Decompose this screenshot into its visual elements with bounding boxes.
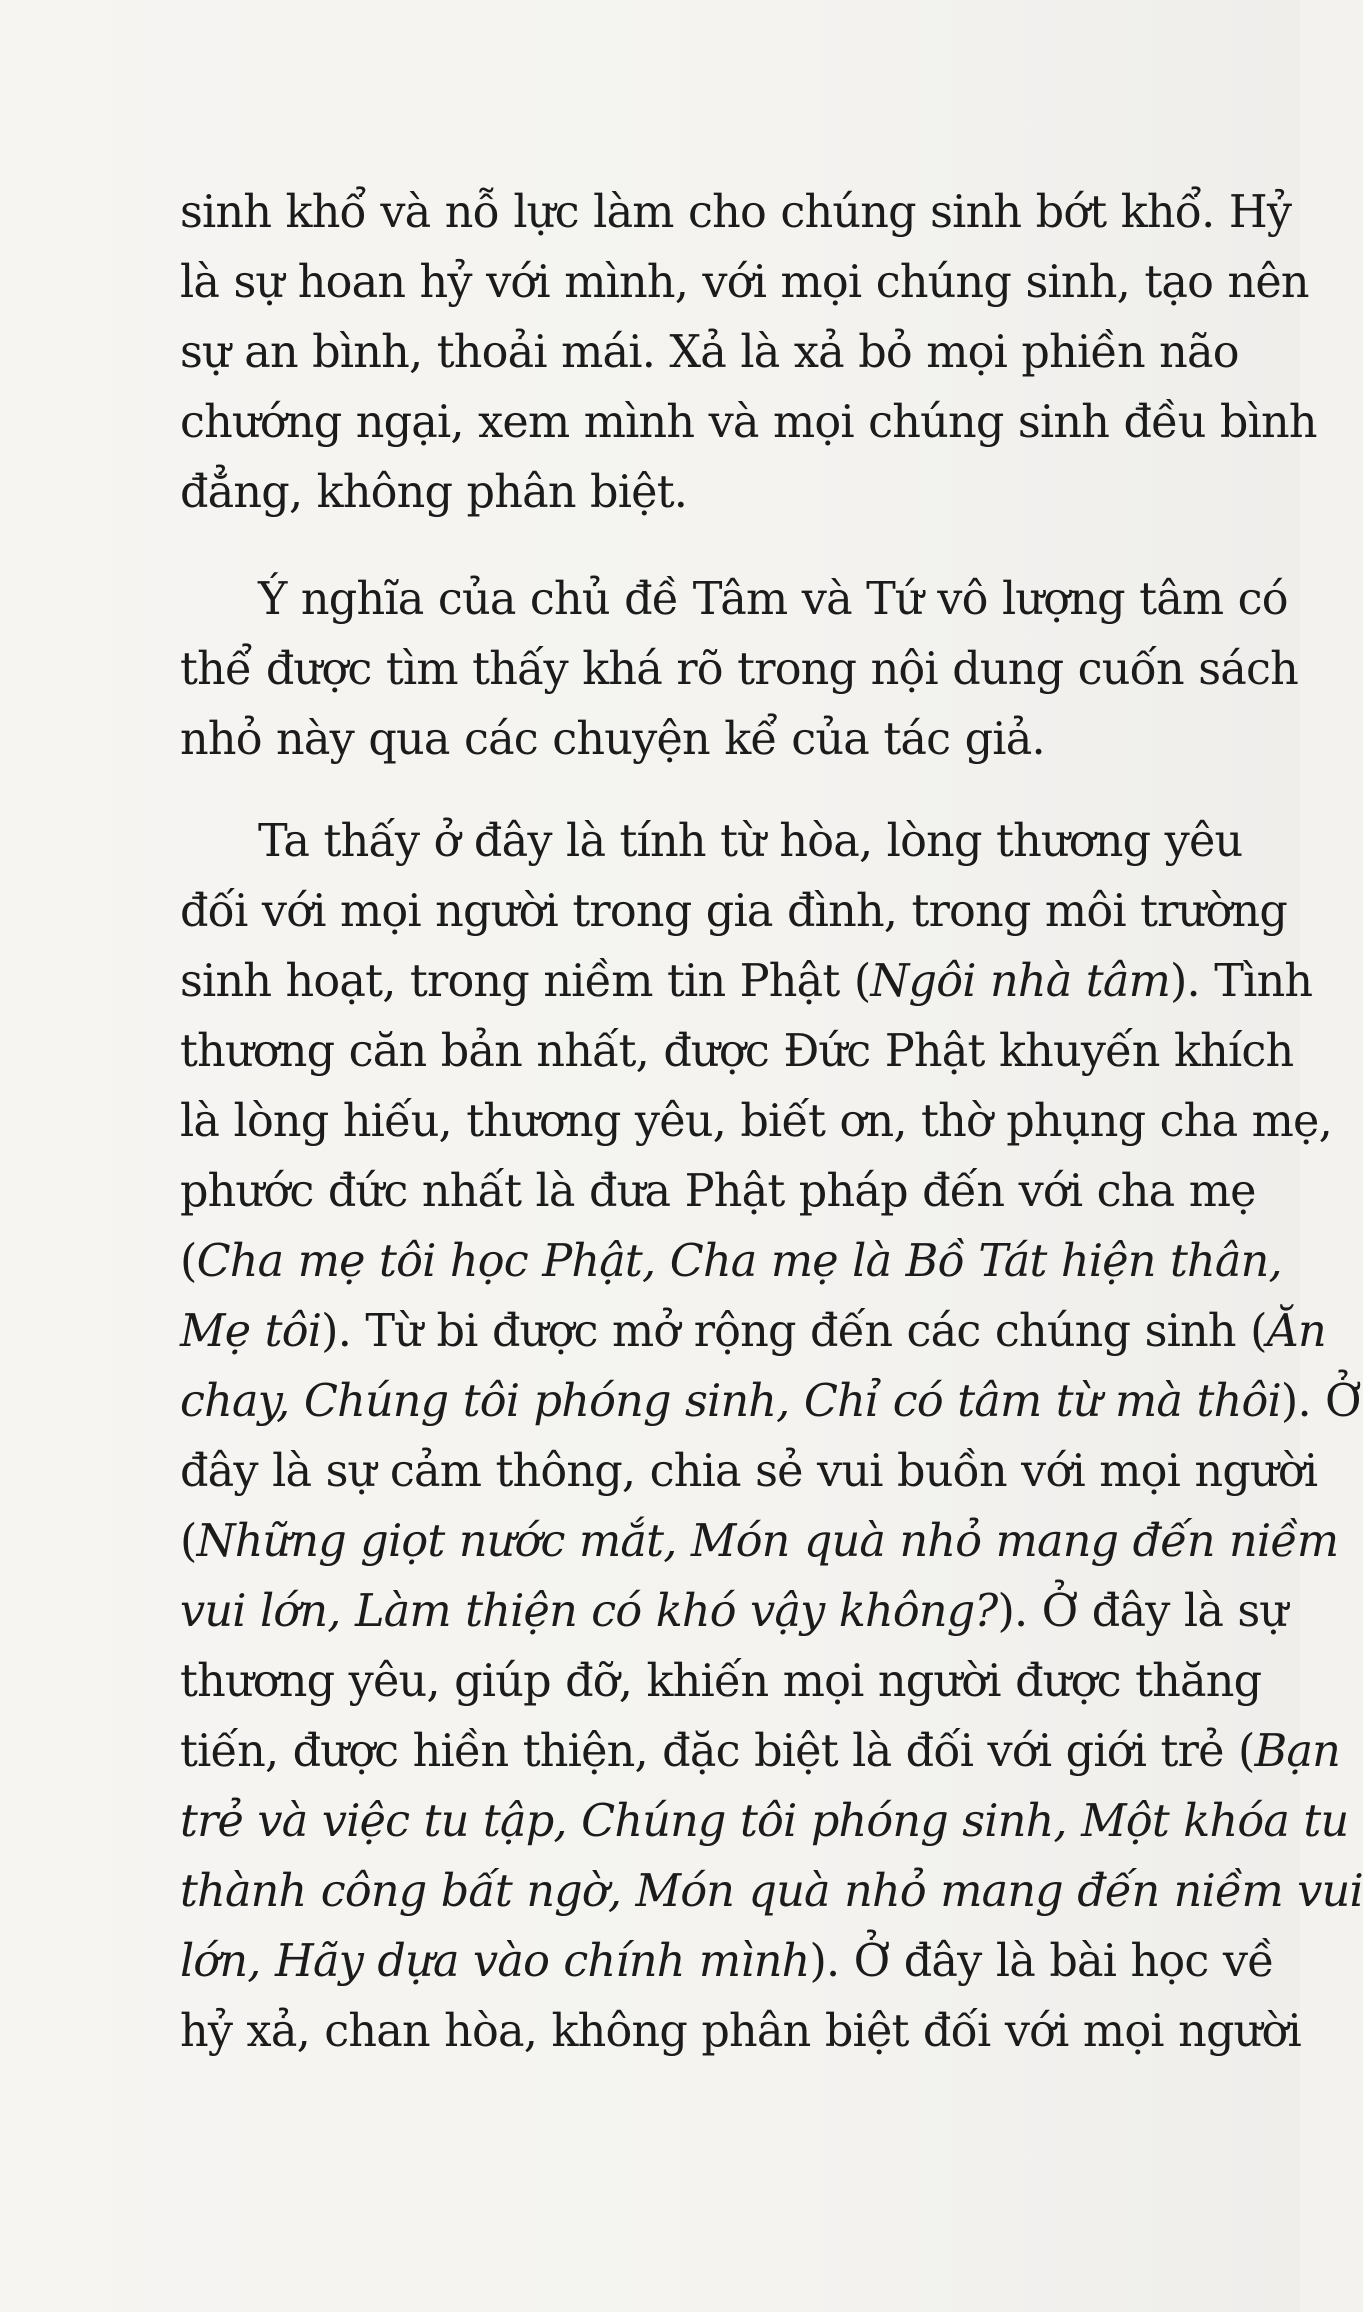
body-text: thể được tìm thấy khá rõ trong nội dung cuốn sách <box>180 644 1299 695</box>
text-line <box>180 565 1288 635</box>
text-line <box>180 248 1309 318</box>
body-text: chướng ngại, xem mình và mọi chúng sinh đều bình <box>180 397 1317 448</box>
body-text: ). Tình <box>1170 956 1313 1007</box>
body-text: đây là sự cảm thông, chia sẻ vui buồn với mọi người <box>180 1446 1318 1497</box>
text-line <box>180 1647 1262 1717</box>
body-text: ). Ở đây là bài học về <box>809 1936 1274 1987</box>
text-line <box>180 1717 1341 1787</box>
italic-title-text: chay, Chúng tôi phóng sinh, Chỉ có tâm từ mà thôi <box>180 1376 1281 1427</box>
italic-title-text: thành công bất ngờ, Món quà nhỏ mang đến niềm vui <box>180 1866 1363 1917</box>
text-line <box>180 1577 1288 1647</box>
text-line <box>180 388 1317 458</box>
italic-title-text: Cha mẹ tôi học Phật, Cha mẹ là Bồ Tát hiện thân, <box>196 1236 1282 1287</box>
body-text: là sự hoan hỷ với mình, với mọi chúng sinh, tạo nên <box>180 257 1309 308</box>
body-text: là lòng hiếu, thương yêu, biết ơn, thờ phụng cha mẹ, <box>180 1096 1332 1147</box>
italic-title-text: lớn, Hãy dựa vào chính mình <box>180 1936 810 1987</box>
text-line <box>180 705 1222 775</box>
body-text: nhỏ này qua các chuyện kể của tác giả. <box>180 714 1045 765</box>
italic-title-text: Những giọt nước mắt, Món quà nhỏ mang đến niềm <box>196 1516 1339 1567</box>
body-text: ( <box>180 1516 197 1567</box>
text-line <box>180 877 1288 947</box>
body-text: tiến, được hiền thiện, đặc biệt là đối với giới trẻ ( <box>180 1726 1255 1777</box>
paragraph-1 <box>180 178 1317 528</box>
italic-title-text: vui lớn, Làm thiện có khó vậy không? <box>180 1586 998 1637</box>
italic-title-text: Ngôi nhà tâm <box>870 956 1170 1007</box>
body-text: ). Ở đây là sự <box>997 1586 1288 1637</box>
italic-title-text: Ăn <box>1266 1306 1326 1357</box>
body-text: thương yêu, giúp đỡ, khiến mọi người được thăng <box>180 1656 1262 1707</box>
text-line <box>180 1927 1274 1997</box>
text-line <box>180 1367 1361 1437</box>
text-line <box>180 1857 1363 1927</box>
body-text: hỷ xả, chan hòa, không phân biệt đối với mọi người <box>180 2006 1301 2057</box>
text-line <box>180 1157 1256 1227</box>
text-line <box>180 1507 1339 1577</box>
body-text: sinh hoạt, trong niềm tin Phật ( <box>180 956 871 1007</box>
body-text: phước đức nhất là đưa Phật pháp đến với cha mẹ <box>180 1166 1256 1217</box>
text-line <box>180 1087 1332 1157</box>
body-text: thương căn bản nhất, được Đức Phật khuyến khích <box>180 1026 1294 1077</box>
italic-title-text: Bạn <box>1254 1726 1341 1777</box>
body-text: Ý nghĩa của chủ đề Tâm và Tứ vô lượng tâm có <box>258 574 1288 625</box>
text-line <box>180 458 1222 528</box>
text-line <box>180 1227 1282 1297</box>
text-line <box>180 1017 1294 1087</box>
text-line <box>180 635 1299 705</box>
body-text: đối với mọi người trong gia đình, trong môi trường <box>180 886 1288 937</box>
paragraph-3 <box>180 807 1363 2067</box>
italic-title-text: trẻ và việc tu tập, Chúng tôi phóng sinh, Một khóa tu <box>180 1796 1349 1847</box>
text-line <box>180 318 1239 388</box>
body-text: ). Từ bi được mở rộng đến các chúng sinh ( <box>321 1306 1267 1357</box>
body-text: đẳng, không phân biệt. <box>180 467 688 518</box>
text-line <box>180 178 1292 248</box>
text-line <box>180 807 1243 877</box>
text-line <box>180 1787 1349 1857</box>
body-text: sự an bình, thoải mái. Xả là xả bỏ mọi phiền não <box>180 327 1239 378</box>
text-line <box>180 1997 1301 2067</box>
body-text: sinh khổ và nỗ lực làm cho chúng sinh bớt khổ. Hỷ <box>180 187 1292 238</box>
paragraph-2 <box>180 565 1299 775</box>
text-line <box>180 947 1313 1017</box>
body-text: Ta thấy ở đây là tính từ hòa, lòng thương yêu <box>258 816 1243 867</box>
body-text: ( <box>180 1236 197 1287</box>
body-text: ). Ở <box>1280 1376 1361 1427</box>
italic-title-text: Mẹ tôi <box>180 1306 322 1357</box>
text-line <box>180 1437 1318 1507</box>
text-line <box>180 1297 1326 1367</box>
